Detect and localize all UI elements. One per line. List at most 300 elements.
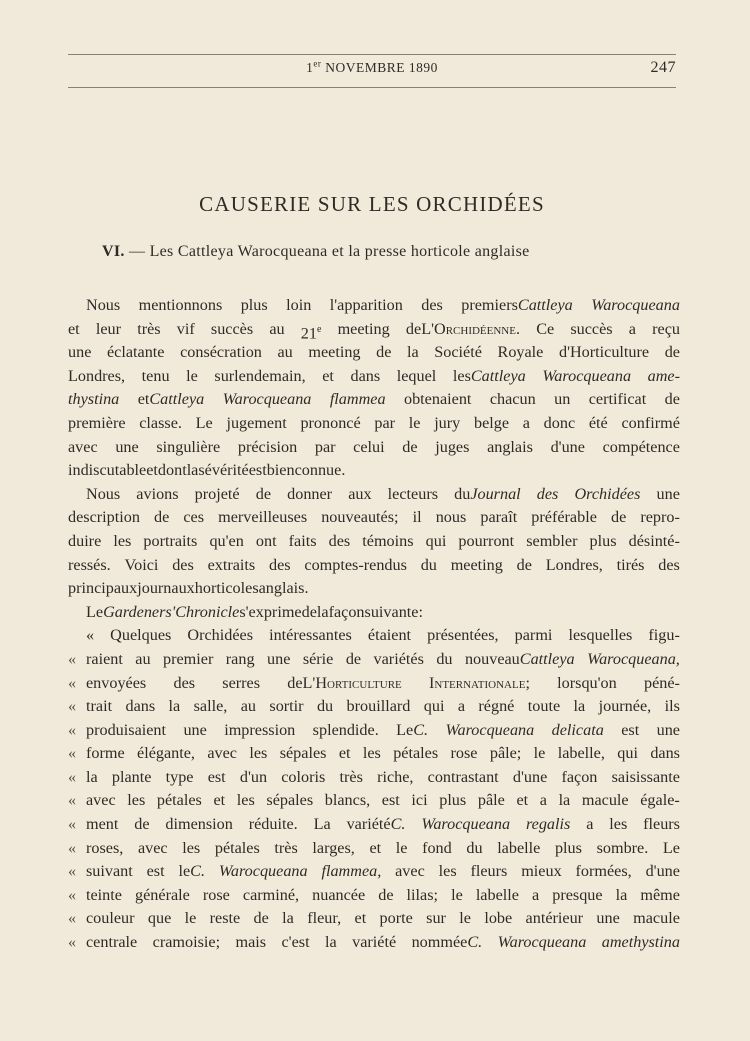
word: sévérité <box>198 461 249 480</box>
word: meeting <box>308 343 361 362</box>
word: est <box>621 720 640 739</box>
word-group <box>219 860 308 884</box>
line-text <box>68 506 680 530</box>
word-group <box>377 766 413 790</box>
word-group <box>451 554 503 578</box>
text-line <box>68 766 680 790</box>
word-group <box>157 789 202 813</box>
word-group <box>207 742 237 766</box>
word: régné <box>478 697 515 716</box>
word: ici <box>411 791 428 810</box>
word-group <box>498 931 587 955</box>
header-date: 1er NOVEMBRE 1890 <box>306 58 438 75</box>
word: type <box>165 767 194 786</box>
word: pourront <box>458 531 515 550</box>
word-group <box>86 766 98 790</box>
word-group <box>303 648 334 672</box>
word: des <box>172 555 194 574</box>
word-group <box>487 436 533 460</box>
word: toute <box>527 697 561 716</box>
word: une <box>68 343 92 362</box>
word: carminé, <box>242 885 300 904</box>
word: des <box>658 555 680 574</box>
word-group <box>643 813 680 837</box>
section-heading <box>102 243 662 261</box>
word-group <box>621 719 639 743</box>
word-group <box>137 742 195 766</box>
word: a <box>532 885 540 904</box>
word: Voici <box>124 555 159 574</box>
word-group <box>325 931 337 955</box>
word-group <box>633 907 680 931</box>
word: variété <box>346 815 391 834</box>
word-group <box>143 530 197 554</box>
word: les <box>452 366 471 385</box>
word: delicata <box>551 720 604 739</box>
word: Warocqueana <box>421 815 511 834</box>
word: coloris <box>281 767 326 786</box>
word: plus <box>240 296 268 314</box>
text-line <box>68 672 680 696</box>
word-group <box>409 412 421 436</box>
word-group <box>554 388 570 412</box>
word-group <box>348 483 371 507</box>
word: juges <box>435 437 470 456</box>
word-group <box>611 506 626 530</box>
word: avions <box>136 484 179 503</box>
word: Warocqueana <box>542 366 632 385</box>
word: C. <box>467 933 483 952</box>
word-group <box>436 648 452 672</box>
line-text <box>86 624 680 648</box>
word-group <box>599 695 652 719</box>
word-group <box>300 412 360 436</box>
word: pétales <box>393 744 439 763</box>
word-group <box>426 907 446 931</box>
word: mentionnons <box>138 296 223 314</box>
word-group <box>68 436 98 460</box>
word-group <box>127 789 145 813</box>
word-group <box>612 766 680 790</box>
word-group <box>86 672 146 696</box>
word: chacun <box>489 390 536 409</box>
word-group <box>86 789 116 813</box>
word: des <box>328 531 351 550</box>
word: Cattleya <box>470 366 526 385</box>
word: dimension <box>165 815 233 834</box>
word-group <box>587 648 680 672</box>
word: et <box>68 319 80 338</box>
word-group <box>454 483 521 507</box>
word-group <box>353 436 384 460</box>
word: lobe <box>484 909 513 928</box>
word-group <box>235 931 266 955</box>
word-group <box>526 530 577 554</box>
word: envoyées <box>86 673 147 692</box>
word: les <box>609 815 628 834</box>
word: de <box>516 555 532 574</box>
word: figu- <box>648 626 680 645</box>
text-line <box>68 860 680 884</box>
word: péné- <box>643 673 680 692</box>
word: Warocqueana <box>591 296 680 314</box>
word: dans <box>125 697 156 716</box>
quote-mark: « <box>68 697 77 716</box>
word: nommée <box>411 933 468 952</box>
word: premier <box>163 649 214 668</box>
word-group <box>574 695 586 719</box>
word: brouillard <box>346 697 411 716</box>
word: le <box>533 744 546 763</box>
word: principaux <box>68 579 138 598</box>
word: s'exprime <box>239 602 302 621</box>
word-group <box>266 789 313 813</box>
word: loin <box>286 296 312 314</box>
word-group <box>411 789 427 813</box>
word: sur <box>426 909 446 928</box>
word-group <box>96 318 121 342</box>
word-group <box>616 884 628 908</box>
word: et <box>338 744 351 763</box>
word: première <box>68 413 126 432</box>
word-group <box>321 860 381 884</box>
word-group <box>516 789 528 813</box>
word-group <box>215 837 260 861</box>
word-group <box>517 554 532 578</box>
word: du <box>454 484 471 503</box>
word: Le <box>86 602 104 621</box>
word: fleurs <box>470 862 508 881</box>
word: de <box>255 484 272 503</box>
word-group <box>86 860 133 884</box>
word-group <box>249 742 267 766</box>
line-text <box>86 884 680 908</box>
word-group <box>558 742 605 766</box>
word: a <box>457 697 466 716</box>
word: de <box>664 343 680 362</box>
word-group <box>552 719 604 743</box>
word-group <box>280 742 327 766</box>
word-group <box>461 294 573 318</box>
word: Warocqueana <box>218 862 308 881</box>
word-group <box>657 483 680 507</box>
word: Orchidées <box>187 626 254 645</box>
word: teinte <box>86 885 122 904</box>
word: tirés <box>616 555 645 574</box>
word: macule <box>581 791 629 810</box>
quote-mark: « <box>68 862 77 881</box>
word-group <box>183 506 204 530</box>
word: au <box>135 649 151 668</box>
line-text <box>86 483 680 507</box>
word: mais <box>235 933 267 952</box>
word: La <box>313 815 331 834</box>
word: de <box>154 508 170 527</box>
word: les <box>438 862 457 881</box>
word: suivante <box>364 602 419 621</box>
word-group <box>175 601 239 625</box>
word: Internationale <box>429 673 526 692</box>
word: meeting <box>450 555 503 574</box>
word-group <box>86 884 122 908</box>
word: une <box>656 720 680 739</box>
word: ame- <box>647 366 680 385</box>
word: réduite. <box>248 815 298 834</box>
word-group <box>180 341 262 365</box>
line-text <box>68 436 680 460</box>
word-group <box>86 719 166 743</box>
word: jugement <box>226 413 287 432</box>
word: les <box>127 791 146 810</box>
word: forme <box>86 744 125 763</box>
word-group <box>148 907 171 931</box>
word-group <box>617 742 638 766</box>
word: Warocqueana <box>445 720 535 739</box>
word-group <box>267 648 290 672</box>
word-group <box>68 530 101 554</box>
word-group <box>407 884 438 908</box>
word-group <box>259 577 309 601</box>
word: Royale <box>497 343 544 362</box>
word: et <box>354 909 367 928</box>
word: Le <box>662 838 680 857</box>
line-text <box>86 672 680 696</box>
word: et <box>322 366 334 385</box>
word-group <box>153 931 220 955</box>
word: antérieur <box>525 909 584 928</box>
word: série <box>302 649 334 668</box>
word: compétence <box>602 437 680 456</box>
word-group <box>347 695 411 719</box>
word: pâle <box>477 791 505 810</box>
word-group <box>640 789 680 813</box>
text-line <box>68 388 680 412</box>
word-group <box>590 530 617 554</box>
text-line <box>68 648 680 672</box>
word-group <box>330 294 403 318</box>
word: avec <box>395 862 425 881</box>
word-group <box>396 837 408 861</box>
text-line <box>68 837 680 861</box>
word-group <box>515 624 553 648</box>
word-group <box>453 365 526 389</box>
word: repro- <box>640 508 680 527</box>
line-text <box>86 294 680 318</box>
word: nouveau <box>464 649 520 668</box>
line-text <box>68 577 680 601</box>
word-group <box>458 695 465 719</box>
word-group <box>211 318 253 342</box>
word: blancs, <box>324 791 371 810</box>
word-group <box>68 341 91 365</box>
word: trait <box>86 697 113 716</box>
word: qui <box>423 697 445 716</box>
quote-mark: « <box>68 767 77 786</box>
word: Warocqueana <box>497 933 587 952</box>
word-group <box>125 695 155 719</box>
word: ; <box>525 673 530 692</box>
word-group <box>267 459 295 483</box>
word: lecteurs <box>387 484 439 503</box>
word-group <box>198 459 248 483</box>
word: il <box>412 508 422 527</box>
word: portraits <box>143 531 198 550</box>
word-group <box>532 884 539 908</box>
word-group <box>138 388 205 412</box>
word: riche, <box>377 767 414 786</box>
word: roses, <box>86 838 124 857</box>
word: surlendemain, <box>214 366 306 385</box>
word: des <box>269 555 291 574</box>
word: journée, <box>598 697 652 716</box>
line-text <box>86 719 680 743</box>
word-group <box>589 388 647 412</box>
text-line <box>68 695 680 719</box>
word: des <box>421 296 443 314</box>
word-group <box>243 884 299 908</box>
word-group <box>484 907 512 931</box>
word-group <box>312 837 354 861</box>
word-group <box>544 412 575 436</box>
word: la <box>325 933 337 952</box>
word-group <box>142 365 170 389</box>
word-group <box>596 907 619 931</box>
word-group <box>315 436 336 460</box>
word: sembler <box>526 531 578 550</box>
word: du <box>420 555 437 574</box>
word-group <box>434 341 482 365</box>
word-group <box>427 624 498 648</box>
quote-mark: « <box>68 838 77 857</box>
word: pâle; <box>489 744 522 763</box>
word-group <box>570 318 612 342</box>
word-group <box>478 695 514 719</box>
line-text <box>86 837 680 861</box>
line-text <box>68 341 680 365</box>
word-group <box>134 813 149 837</box>
section-number: VI. <box>102 243 125 260</box>
word: classe. <box>139 413 182 432</box>
word: impression <box>224 720 296 739</box>
line-text <box>86 813 680 837</box>
word-group <box>86 624 94 648</box>
word-group <box>406 318 520 342</box>
word-group <box>459 907 471 931</box>
word-group <box>68 365 125 389</box>
word: comptes-rendus <box>304 555 407 574</box>
word: la <box>86 767 98 786</box>
word-group <box>224 719 295 743</box>
word-group <box>86 294 120 318</box>
word: donner <box>287 484 333 503</box>
word: donc <box>543 413 576 432</box>
word: éclatante <box>106 343 165 362</box>
word: une <box>596 909 620 928</box>
word: macule <box>633 909 680 928</box>
line-text <box>68 365 680 389</box>
article-body <box>68 294 680 955</box>
word-group <box>86 907 135 931</box>
word-group <box>86 483 120 507</box>
word: sombre. <box>596 838 649 857</box>
text-line <box>68 318 680 342</box>
word-group <box>68 577 137 601</box>
word-group <box>308 341 360 365</box>
word-group <box>110 624 171 648</box>
word-group <box>346 648 361 672</box>
word: succès <box>210 319 254 338</box>
line-text <box>86 695 680 719</box>
word: avec <box>86 791 116 810</box>
word-group <box>241 695 256 719</box>
word: d'Horticulture <box>558 343 650 362</box>
word-group <box>470 860 507 884</box>
word: nouveautés; <box>321 508 399 527</box>
word-group <box>652 318 680 342</box>
word: C. <box>390 815 406 834</box>
word: le <box>459 909 471 928</box>
word-group <box>640 506 680 530</box>
word: labelle <box>497 838 541 857</box>
word-group <box>208 554 256 578</box>
word: certificat <box>588 390 647 409</box>
word-group <box>365 601 419 625</box>
word: paraît <box>480 508 518 527</box>
word: fleur, <box>307 909 342 928</box>
article-title: CAUSERIE SUR LES ORCHIDÉES <box>199 192 545 216</box>
word: duire <box>68 531 102 550</box>
word-group <box>665 695 680 719</box>
word: de <box>610 508 627 527</box>
word: de <box>378 885 394 904</box>
text-line <box>68 742 680 766</box>
word: par <box>374 413 396 432</box>
word: les <box>182 838 201 857</box>
word-group <box>644 672 680 696</box>
line-text <box>86 907 680 931</box>
word-group <box>86 837 123 861</box>
word-group <box>156 436 220 460</box>
word-group <box>185 907 197 931</box>
word-group <box>286 294 311 318</box>
section-title: — Les Cattleya Warocqueana et la presse horticole anglaise <box>124 243 530 260</box>
word-group <box>476 884 519 908</box>
word-group <box>196 412 213 436</box>
word-group <box>187 624 253 648</box>
word-group <box>222 672 260 696</box>
word-group <box>404 388 471 412</box>
word: au <box>240 697 256 716</box>
word-group <box>528 695 560 719</box>
word: reste <box>209 909 241 928</box>
word-group <box>208 766 226 790</box>
word: splendide. <box>312 720 379 739</box>
word: confirmé <box>621 413 680 432</box>
word: la <box>186 461 199 480</box>
word-group <box>214 365 305 389</box>
word: singulière <box>156 437 221 456</box>
word: étaient <box>367 626 412 645</box>
word-group <box>352 931 396 955</box>
word: a <box>628 319 636 338</box>
word-group <box>362 530 413 554</box>
word-group <box>369 837 381 861</box>
word: Le <box>195 413 213 432</box>
word: thystina <box>68 390 120 409</box>
word-group <box>657 719 680 743</box>
word: de <box>287 673 303 692</box>
word-group <box>183 719 206 743</box>
